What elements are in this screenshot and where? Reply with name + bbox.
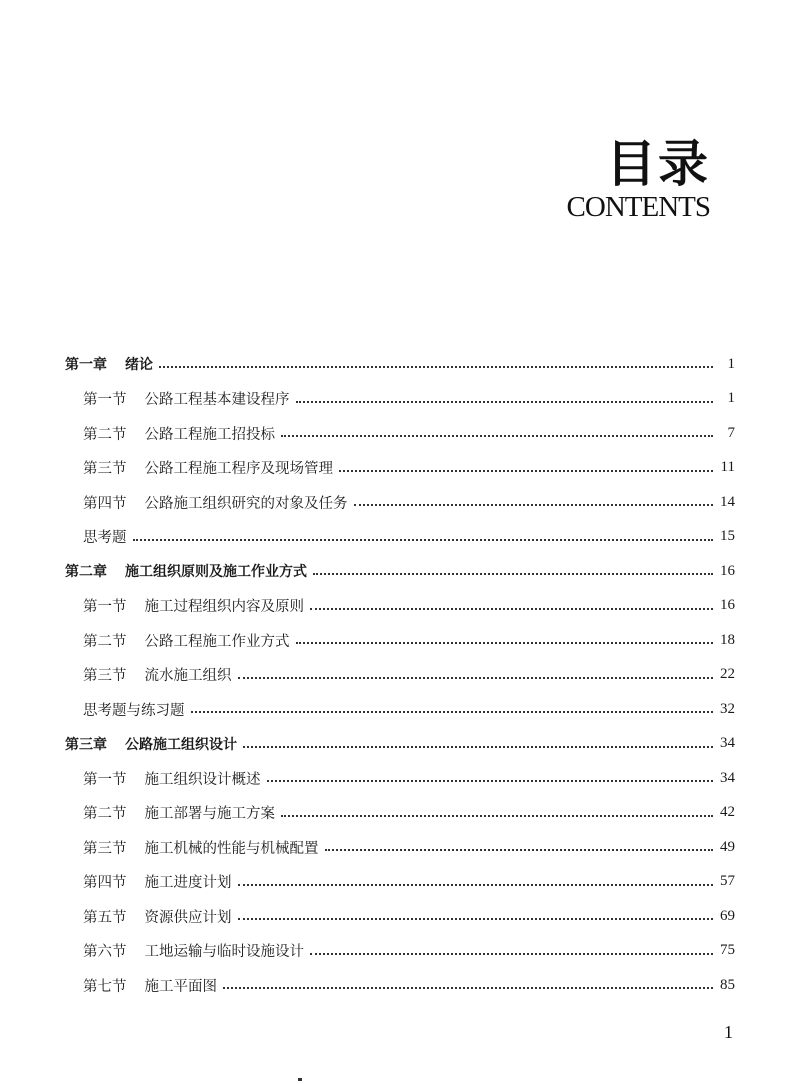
toc-entry-page: 1 bbox=[727, 355, 735, 372]
toc-entry-page: 14 bbox=[720, 493, 735, 510]
toc-entry-title: 施工平面图 bbox=[144, 978, 217, 995]
toc-entry-page: 34 bbox=[720, 769, 735, 786]
toc-entry-number: 第二节 bbox=[83, 426, 127, 443]
toc-entry[interactable] bbox=[0, 973, 790, 997]
toc-entry-number: 第三节 bbox=[83, 668, 127, 684]
toc-entry-page: 42 bbox=[720, 804, 735, 820]
toc-entry-number: 第二节 bbox=[83, 633, 127, 650]
toc-entry-title: 公路工程施工程序及现场管理 bbox=[144, 461, 333, 477]
toc-title-english: CONTENTS bbox=[566, 191, 710, 223]
toc-entry[interactable] bbox=[0, 559, 790, 583]
toc-entry-number: 第五节 bbox=[83, 909, 127, 926]
toc-entry[interactable] bbox=[0, 628, 790, 652]
toc-entry-title: 工地运输与临时设施设计 bbox=[144, 944, 304, 960]
toc-entry-title: 施工进度计划 bbox=[144, 875, 232, 891]
toc-entry-page: 15 bbox=[720, 528, 735, 544]
toc-entry-number: 第一节 bbox=[83, 392, 127, 408]
dot-leader bbox=[296, 642, 714, 644]
toc-entry-page: 85 bbox=[720, 976, 735, 993]
toc-entry-title: 公路工程施工作业方式 bbox=[144, 633, 290, 650]
dot-leader bbox=[281, 815, 713, 817]
dot-leader bbox=[133, 539, 714, 541]
toc-entry-number: 第三章 bbox=[65, 736, 107, 753]
dot-leader bbox=[310, 608, 713, 610]
toc-entry-page: 75 bbox=[720, 942, 735, 958]
dot-leader bbox=[223, 987, 713, 989]
toc-entry-number: 第六节 bbox=[83, 944, 127, 960]
toc-entry-number: 第二节 bbox=[83, 806, 127, 822]
page-number: 1 bbox=[724, 1022, 733, 1042]
toc-entry[interactable] bbox=[0, 456, 790, 480]
toc-entry-page: 7 bbox=[727, 424, 735, 441]
toc-entry-number: 第七节 bbox=[83, 978, 127, 995]
toc-entry-page: 34 bbox=[720, 735, 735, 751]
dot-leader bbox=[238, 918, 714, 920]
dot-leader bbox=[243, 746, 713, 748]
dot-leader bbox=[339, 470, 713, 472]
dot-leader bbox=[238, 677, 714, 679]
toc-entry-title: 施工组织原则及施工作业方式 bbox=[125, 564, 307, 580]
toc-entry-title: 绪论 bbox=[125, 357, 153, 373]
toc-entry-number: 第一章 bbox=[65, 357, 107, 373]
toc-title-block bbox=[566, 135, 710, 223]
scan-mark bbox=[298, 1078, 302, 1081]
toc-title-chinese: 目录 bbox=[606, 135, 710, 193]
toc-entry[interactable] bbox=[0, 387, 790, 411]
toc-entry-title: 公路工程施工招投标 bbox=[144, 426, 275, 443]
toc-entry-page: 32 bbox=[720, 700, 735, 717]
toc-entry-title: 施工组织设计概述 bbox=[144, 771, 261, 788]
toc-entry-title: 公路工程基本建设程序 bbox=[144, 392, 290, 408]
toc-entry-page: 22 bbox=[720, 666, 735, 682]
toc-entry-number: 第一节 bbox=[83, 599, 127, 615]
dot-leader bbox=[296, 401, 714, 403]
toc-entry[interactable] bbox=[0, 835, 790, 859]
toc-entry-number: 第三节 bbox=[83, 840, 127, 857]
toc-entry[interactable] bbox=[0, 801, 790, 825]
dot-leader bbox=[159, 366, 713, 368]
toc-entry-page: 49 bbox=[720, 838, 735, 855]
dot-leader bbox=[313, 573, 713, 575]
toc-entry-page: 1 bbox=[727, 390, 735, 406]
dot-leader bbox=[238, 884, 714, 886]
toc-entry[interactable] bbox=[0, 490, 790, 514]
toc-entry-title: 流水施工组织 bbox=[144, 668, 232, 684]
dot-leader bbox=[191, 711, 714, 713]
toc-entry-page: 16 bbox=[720, 597, 735, 613]
toc-entry[interactable] bbox=[0, 939, 790, 963]
toc-entry[interactable] bbox=[0, 663, 790, 687]
dot-leader bbox=[354, 504, 714, 506]
toc-entry-title: 思考题与练习题 bbox=[83, 702, 185, 719]
toc-entry[interactable] bbox=[0, 525, 790, 549]
toc-entry-number: 第四节 bbox=[83, 495, 127, 512]
toc-entry-page: 16 bbox=[720, 562, 735, 579]
toc-entry-page: 18 bbox=[720, 631, 735, 648]
toc-entry-number: 第四节 bbox=[83, 875, 127, 891]
toc-entry[interactable] bbox=[0, 766, 790, 790]
toc-entry-title: 资源供应计划 bbox=[144, 909, 232, 926]
toc-entry-title: 公路施工组织研究的对象及任务 bbox=[144, 495, 348, 512]
toc-entry[interactable] bbox=[0, 697, 790, 721]
toc-entry-page: 57 bbox=[720, 873, 735, 889]
toc-entry-title: 公路施工组织设计 bbox=[125, 736, 237, 753]
toc-entry-number: 第三节 bbox=[83, 461, 127, 477]
toc-entry-page: 11 bbox=[720, 459, 735, 475]
toc-entry-page: 69 bbox=[720, 907, 735, 924]
dot-leader bbox=[325, 849, 714, 851]
toc-entry-title: 施工机械的性能与机械配置 bbox=[144, 840, 319, 857]
toc-entry[interactable] bbox=[0, 732, 790, 756]
toc-entry-title: 施工部署与施工方案 bbox=[144, 806, 275, 822]
toc-entry[interactable] bbox=[0, 421, 790, 445]
toc-entry-number: 第一节 bbox=[83, 771, 127, 788]
dot-leader bbox=[267, 780, 714, 782]
toc-entry[interactable] bbox=[0, 870, 790, 894]
dot-leader bbox=[310, 953, 713, 955]
toc-entry-title: 施工过程组织内容及原则 bbox=[144, 599, 304, 615]
toc-entry-number: 第二章 bbox=[65, 564, 107, 580]
toc-entry-title: 思考题 bbox=[83, 530, 127, 546]
toc-entry[interactable] bbox=[0, 594, 790, 618]
toc-entry[interactable] bbox=[0, 352, 790, 376]
toc-entry[interactable] bbox=[0, 904, 790, 928]
dot-leader bbox=[281, 435, 713, 437]
